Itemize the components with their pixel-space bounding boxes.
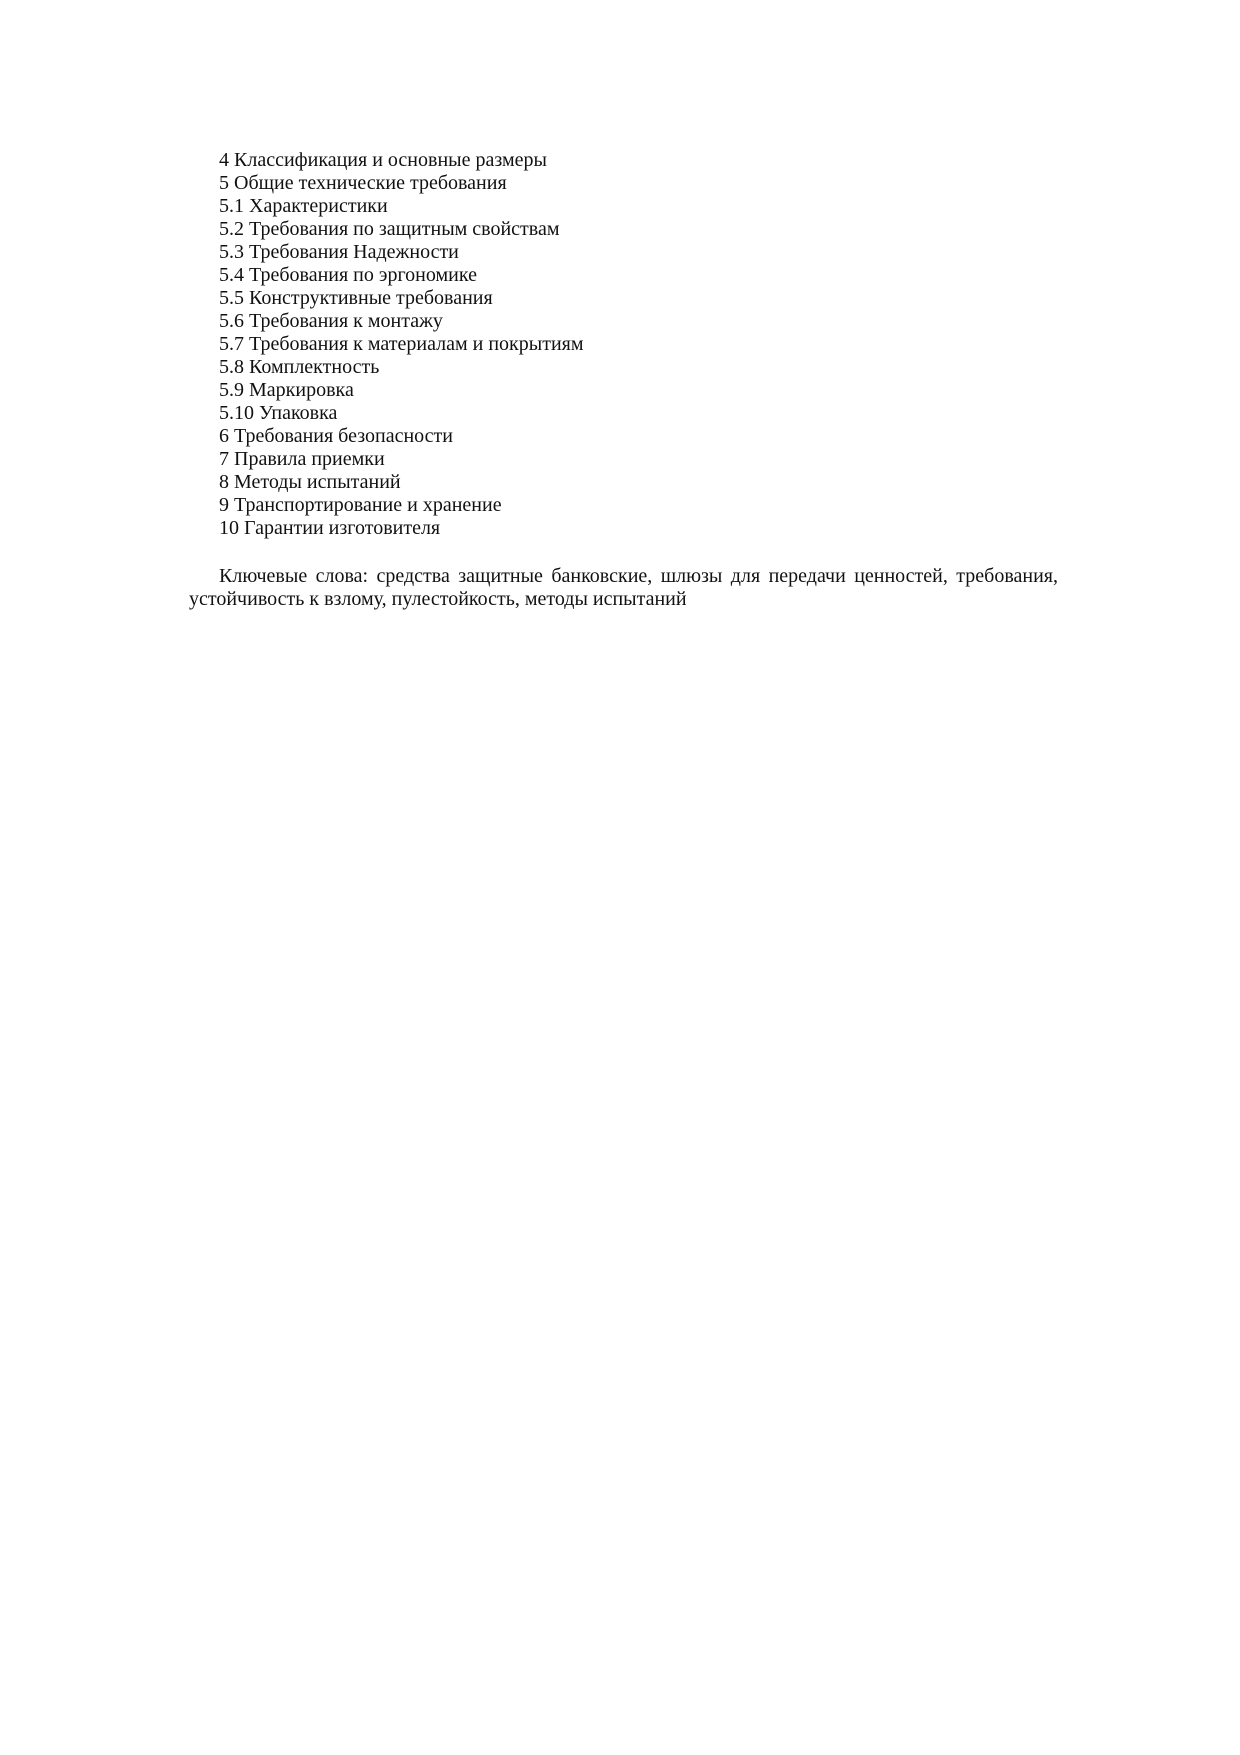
toc-item: 6 Требования безопасности (219, 425, 453, 447)
toc-item: 5.2 Требования по защитным свойствам (219, 218, 560, 240)
toc-item: 5 Общие технические требования (219, 172, 507, 194)
toc-item: 7 Правила приемки (219, 448, 385, 470)
toc-item: 10 Гарантии изготовителя (219, 517, 441, 539)
toc-item: 5.5 Конструктивные требования (219, 287, 493, 309)
keywords-paragraph: Ключевые слова: средства защитные банковские, шлюзы для передачи ценностей, требования, устойчивость к взлому, пулестойкость, методы испытаний (189, 565, 1058, 610)
table-of-contents (219, 149, 584, 540)
toc-item: 5.8 Комплектность (219, 356, 380, 378)
toc-item: 5.3 Требования Надежности (219, 241, 459, 263)
toc-item: 9 Транспортирование и хранение (219, 494, 502, 516)
toc-item: 8 Методы испытаний (219, 471, 401, 493)
toc-item: 4 Классификация и основные размеры (219, 149, 547, 171)
toc-item: 5.9 Маркировка (219, 379, 354, 401)
toc-item: 5.4 Требования по эргономике (219, 264, 477, 286)
toc-item: 5.7 Требования к материалам и покрытиям (219, 333, 584, 355)
toc-item: 5.1 Характеристики (219, 195, 388, 217)
toc-item: 5.6 Требования к монтажу (219, 310, 443, 332)
toc-item: 5.10 Упаковка (219, 402, 338, 424)
